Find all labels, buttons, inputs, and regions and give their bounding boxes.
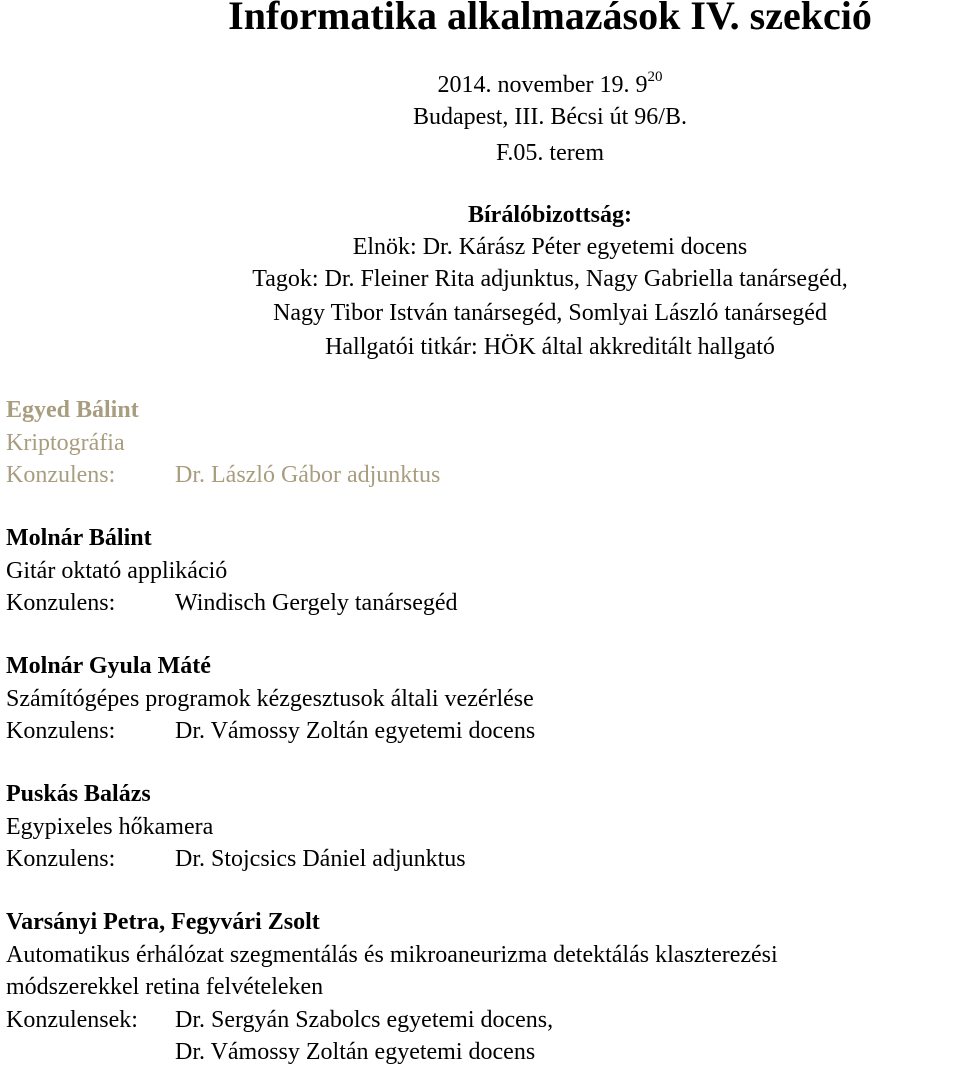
committee-heading: Bírálóbizottság: <box>468 202 632 228</box>
session-date-text: 2014. november 19. 9 <box>437 72 648 98</box>
session-date <box>0 64 960 100</box>
presentation-entry <box>6 906 778 1069</box>
presentation-title: Egypixeles hőkamera <box>6 813 214 840</box>
presentation-title: Kriptográfia <box>6 429 125 456</box>
presenter-name: Varsányi Petra, Fegyvári Zsolt <box>6 909 320 935</box>
consultant-row <box>6 587 458 620</box>
session-address: Budapest, III. Bécsi út 96/B. <box>413 104 687 130</box>
consultant-label: Konzulens: <box>6 590 116 616</box>
session-room: F.05. terem <box>495 140 605 166</box>
presentation-title: Gitár oktató applikáció <box>6 557 228 584</box>
presenter-name: Egyed Bálint <box>6 397 139 423</box>
consultant-name: Dr. Sergyán Szabolcs egyetemi docens, <box>175 1006 554 1033</box>
presentation-entry <box>6 650 535 748</box>
section-title: Informatika alkalmazások IV. szekció <box>228 0 872 38</box>
presentation-title-line2: módszerekkel retina felvételeken <box>6 974 324 1000</box>
consultant-label: Konzulensek: <box>6 1006 138 1033</box>
consultant-label: Konzulens: <box>6 718 116 744</box>
consultant-name: Windisch Gergely tanársegéd <box>175 590 458 616</box>
committee-secretary: Hallgatói titkár: HÖK által akkreditált hallgató <box>325 334 775 360</box>
consultant-row <box>6 1004 778 1037</box>
presentation-entry <box>6 778 466 876</box>
presentation-entry <box>6 522 458 620</box>
consultant-label: Konzulens: <box>6 462 116 488</box>
consultant-name: Dr. László Gábor adjunktus <box>175 462 441 488</box>
consultant-label: Konzulens: <box>6 846 116 872</box>
consultant-name: Dr. Vámossy Zoltán egyetemi docens <box>175 718 536 744</box>
consultant-row <box>6 459 440 492</box>
presentation-title: Számítógépes programok kézgesztusok általi vezérlése <box>6 685 534 712</box>
committee-chair: Elnök: Dr. Kárász Péter egyetemi docens <box>352 234 748 260</box>
presenter-name: Molnár Bálint <box>6 525 152 551</box>
consultant-name-second: Dr. Vámossy Zoltán egyetemi docens <box>175 1039 536 1065</box>
consultant-row <box>6 715 535 748</box>
presenter-name: Puskás Balázs <box>6 781 151 807</box>
presentation-entry <box>6 394 440 492</box>
presenter-name: Molnár Gyula Máté <box>6 653 211 679</box>
presentation-title-line1: Automatikus érhálózat szegmentálás és mikroaneurizma detektálás klaszterezési <box>6 941 778 968</box>
committee-members-line2: Nagy Tibor István tanársegéd, Somlyai László tanársegéd <box>273 300 827 326</box>
consultant-name: Dr. Stojcsics Dániel adjunktus <box>175 846 466 872</box>
committee-members-line1: Tagok: Dr. Fleiner Rita adjunktus, Nagy Gabriella tanársegéd, <box>252 266 848 292</box>
session-time-superscript: 20 <box>647 69 663 85</box>
consultant-row <box>6 843 466 876</box>
